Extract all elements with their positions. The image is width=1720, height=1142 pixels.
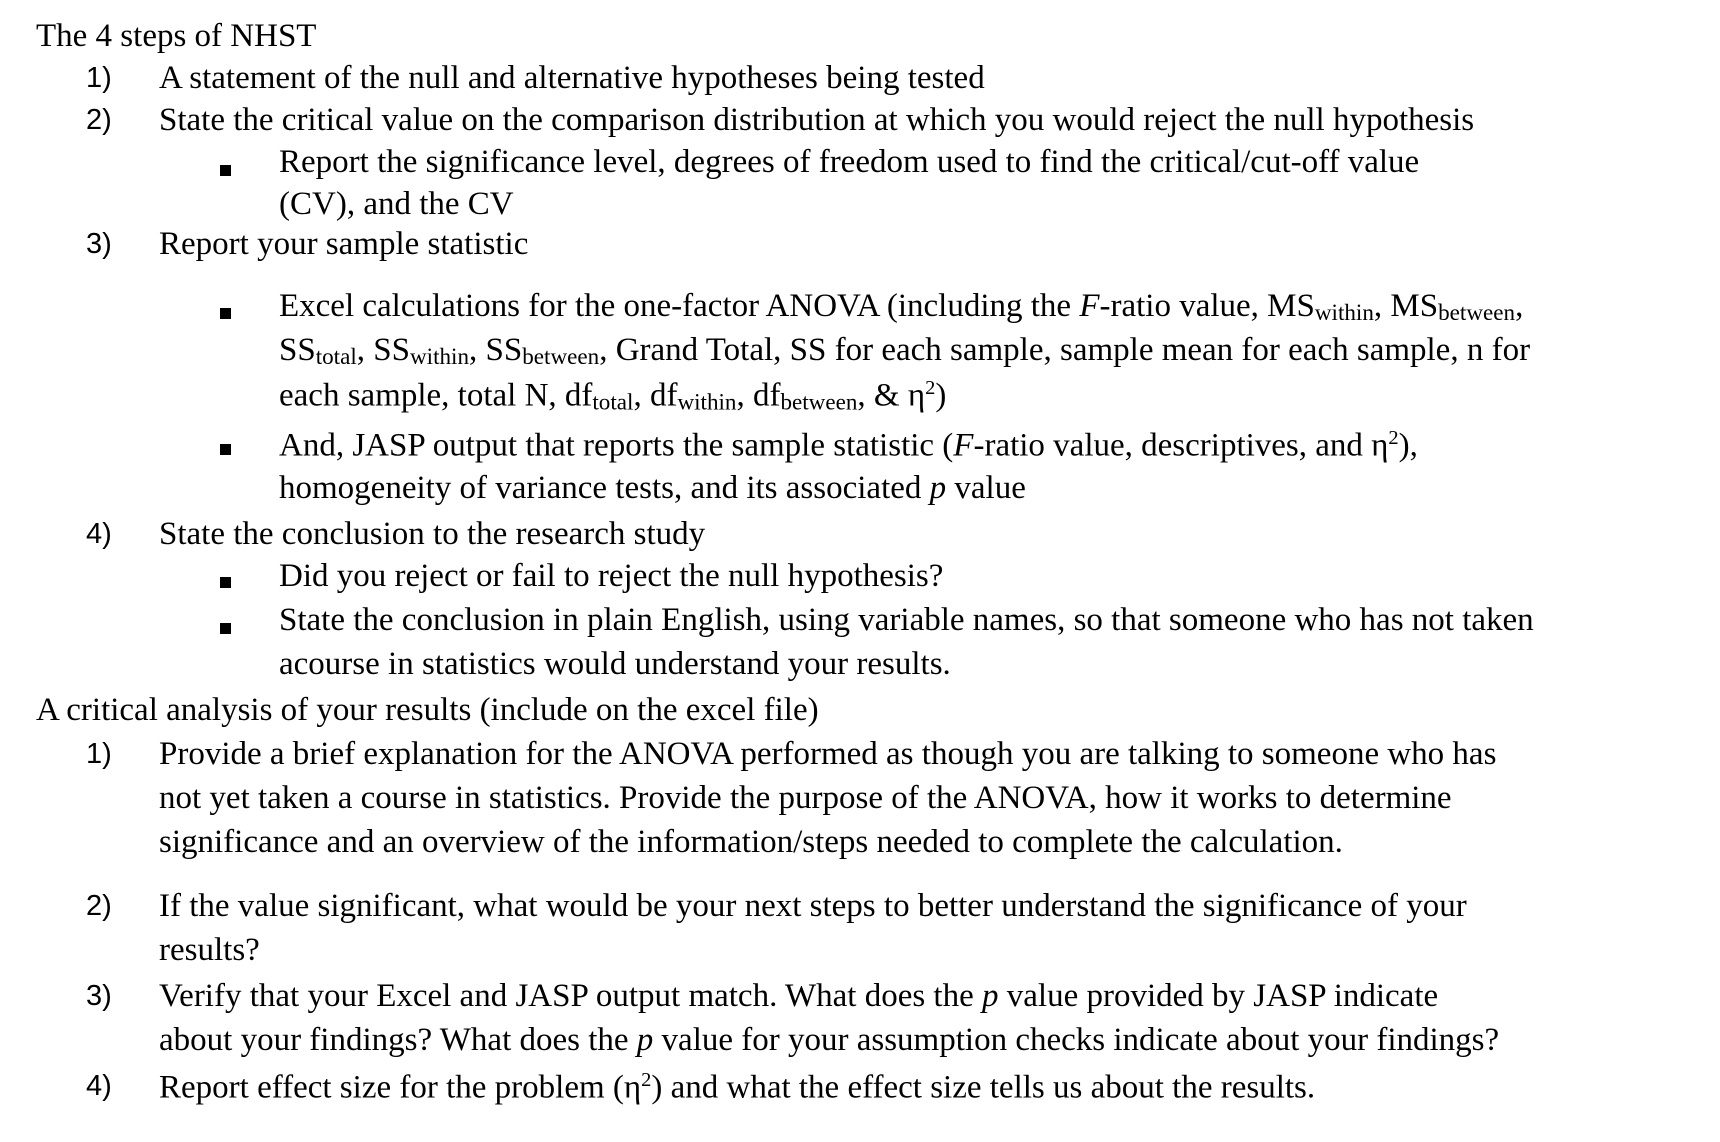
step-3-bullet-1-line-3: each sample, total N, dftotal, dfwithin, dfbetween, & $\eta^2$)	[279, 377, 947, 415]
step-4-number: 4)	[86, 518, 112, 550]
critical-3-line-2: about your findings? What does the p value for your assumption checks indicate about your findings?	[159, 1022, 1500, 1058]
step-4-bullet-1: Did you reject or fail to reject the null hypothesis?	[279, 558, 944, 594]
nhst-heading: The 4 steps of NHST	[36, 18, 317, 54]
step-3-bullet-2-line-2: homogeneity of variance tests, and its associated p value	[279, 470, 1026, 506]
step-2-bullet-1-line-1: Report the significance level, degrees of freedom used to find the critical/cut-off value	[279, 144, 1420, 180]
critical-2-line-2: results?	[159, 932, 260, 968]
bullet-marker	[220, 577, 231, 588]
critical-1-line-1: Provide a brief explanation for the ANOVA performed as though you are talking to someone who has	[159, 736, 1497, 772]
critical-3-number: 3)	[86, 980, 112, 1012]
critical-3-line-1: Verify that your Excel and JASP output match. What does the p value provided by JASP indicate	[159, 978, 1439, 1014]
bullet-marker	[220, 444, 231, 455]
critical-4-line-1: Report effect size for the problem $(\eta^2)$ and what the effect size tells us about the results.	[159, 1069, 1316, 1106]
critical-4-number: 4)	[86, 1070, 112, 1102]
critical-1-line-2: not yet taken a course in statistics. Provide the purpose of the ANOVA, how it works to determine	[159, 780, 1452, 816]
step-3-number: 3)	[86, 228, 112, 260]
step-3-text: Report your sample statistic	[159, 226, 529, 262]
step-4-bullet-2-line-1: State the conclusion in plain English, using variable names, so that someone who has not taken	[279, 602, 1534, 638]
bullet-marker	[220, 165, 231, 176]
step-1-text: A statement of the null and alternative hypotheses being tested	[159, 60, 985, 96]
critical-2-line-1: If the value significant, what would be your next steps to better understand the significance of your	[159, 888, 1467, 924]
step-3-bullet-2-line-1: And, JASP output that reports the sample statistic (F-ratio value, descriptives, and $\eta^2$),	[279, 427, 1418, 464]
step-3-bullet-1-line-2: SStotal, SSwithin, SSbetween, Grand Total, SS for each sample, sample mean for each sample, n for	[279, 332, 1531, 370]
critical-1-number: 1)	[86, 738, 112, 770]
step-2-number: 2)	[86, 104, 112, 136]
step-1-number: 1)	[86, 62, 112, 94]
step-2-bullet-1-line-2: (CV), and the CV	[279, 186, 514, 222]
bullet-marker	[220, 308, 231, 319]
bullet-marker	[220, 623, 231, 634]
step-2-text: State the critical value on the comparison distribution at which you would reject the null hypothesis	[159, 102, 1475, 138]
step-3-bullet-1-line-1: Excel calculations for the one-factor ANOVA (including the F-ratio value, MSwithin, MSbetween,	[279, 288, 1524, 326]
step-4-text: State the conclusion to the research study	[159, 516, 706, 552]
critical-1-line-3: significance and an overview of the information/steps needed to complete the calculation.	[159, 824, 1343, 860]
critical-2-number: 2)	[86, 890, 112, 922]
critical-heading: A critical analysis of your results (include on the excel file)	[36, 692, 819, 728]
step-4-bullet-2-line-2: acourse in statistics would understand your results.	[279, 646, 951, 682]
